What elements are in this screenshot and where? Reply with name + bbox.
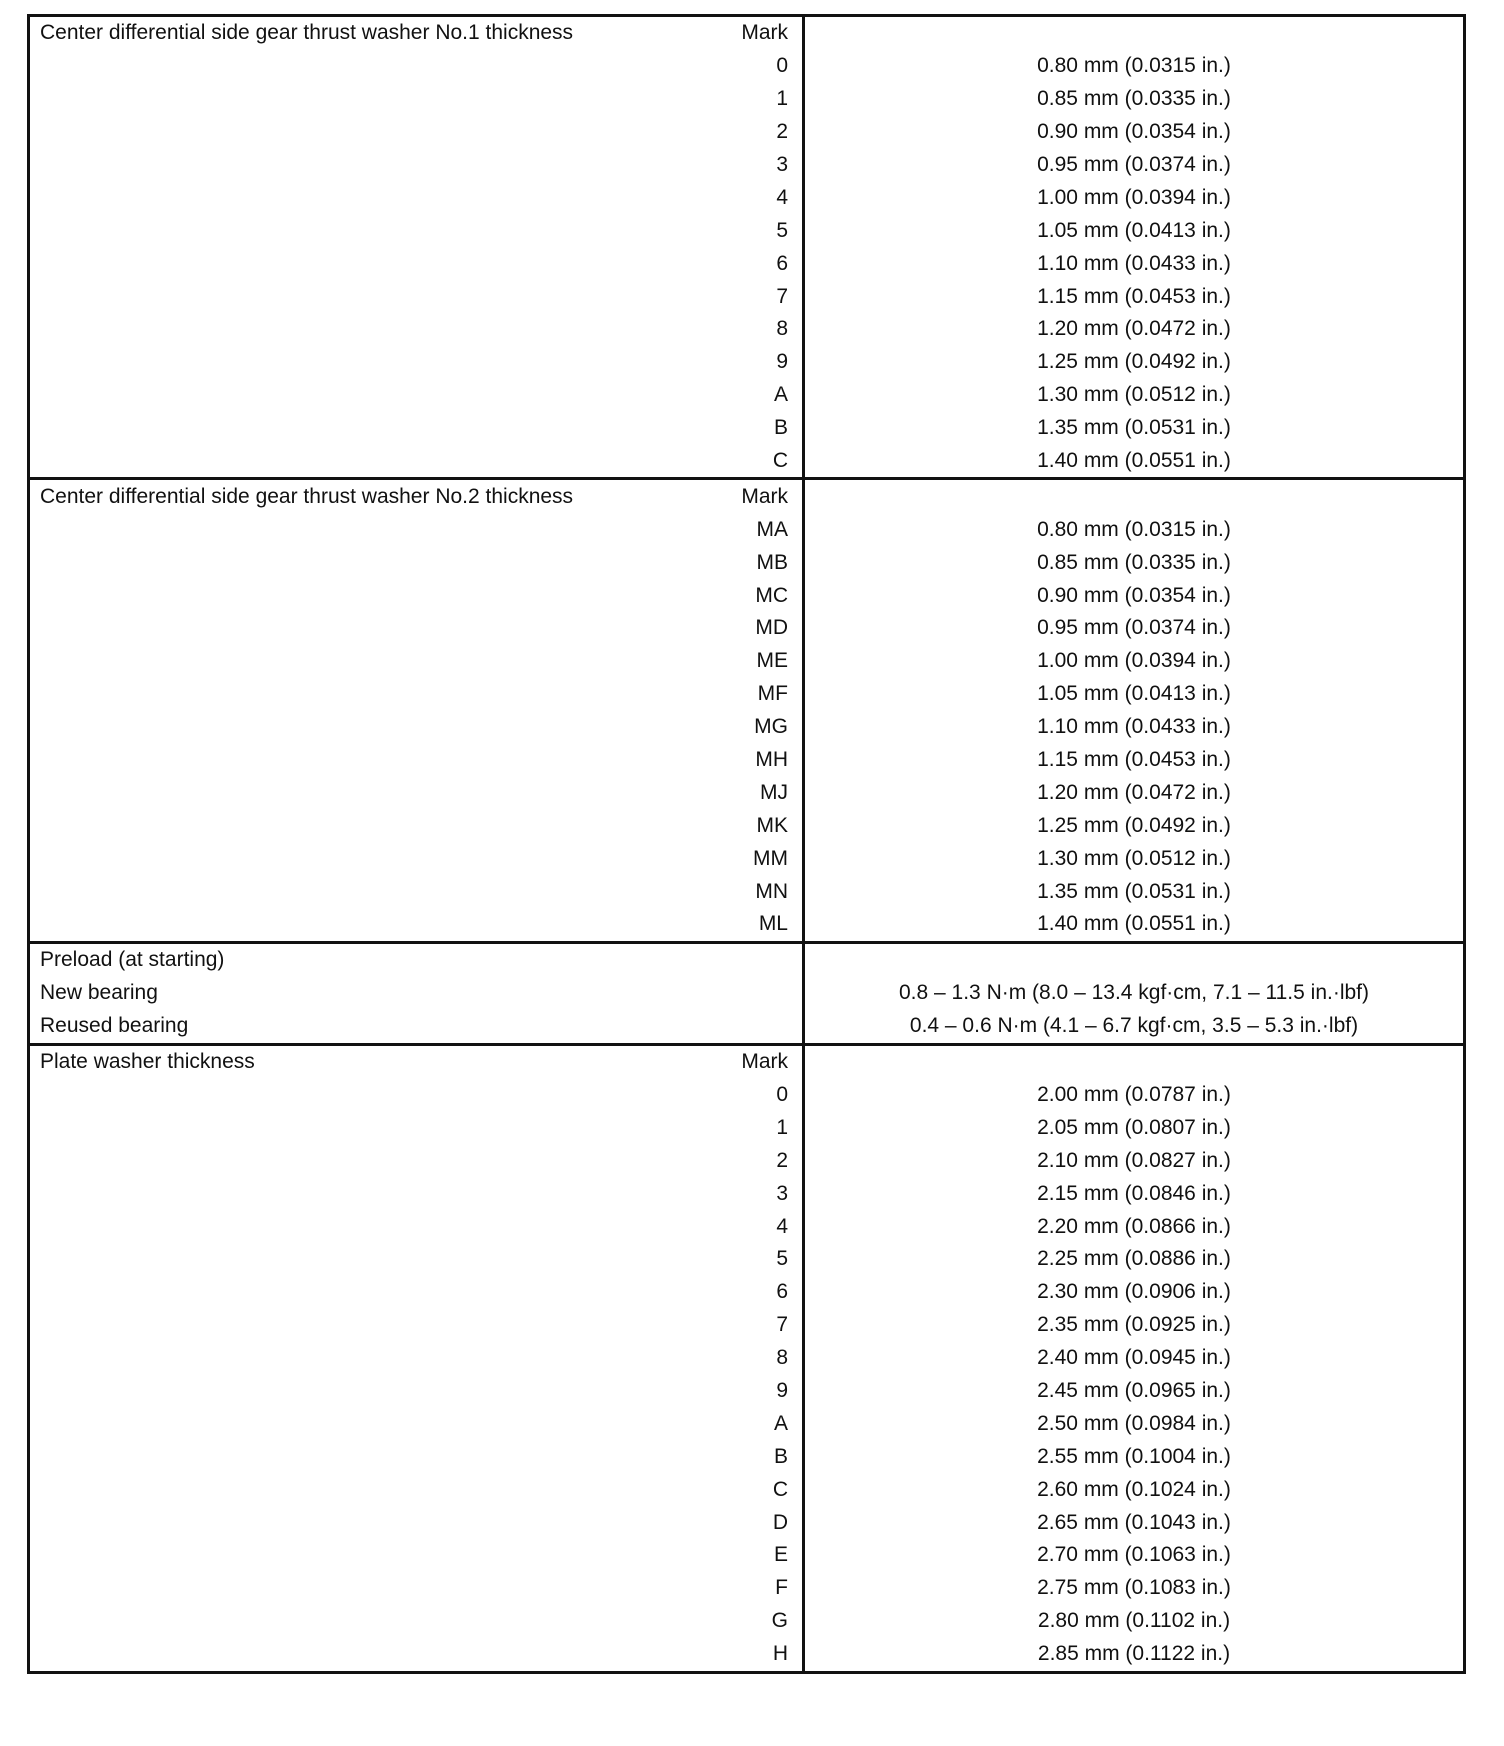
table-row-value xyxy=(805,214,1463,247)
spec-section xyxy=(30,477,1463,940)
thickness-value: 2.15 mm (0.0846 in.) xyxy=(1037,1181,1231,1205)
value-header-spacer xyxy=(805,17,1463,50)
table-row-label xyxy=(30,1572,802,1605)
mark-value: MA xyxy=(756,517,788,541)
thickness-value: 1.35 mm (0.0531 in.) xyxy=(1037,416,1231,440)
table-row-value xyxy=(805,149,1463,182)
thickness-value: 1.00 mm (0.0394 in.) xyxy=(1037,649,1231,673)
table-row-label xyxy=(30,1010,802,1043)
thickness-value: 2.35 mm (0.0925 in.) xyxy=(1037,1313,1231,1337)
mark-value: MF xyxy=(757,682,788,706)
thickness-value: 1.25 mm (0.0492 in.) xyxy=(1037,350,1231,374)
table-row-label xyxy=(30,214,802,247)
thickness-value: 2.80 mm (0.1102 in.) xyxy=(1037,1609,1231,1633)
table-row-label xyxy=(30,247,802,280)
thickness-value: 1.15 mm (0.0453 in.) xyxy=(1037,284,1231,308)
table-row-value xyxy=(805,908,1463,941)
table-row-label xyxy=(30,1473,802,1506)
table-row-label xyxy=(30,1177,802,1210)
table-row-value xyxy=(805,181,1463,214)
table-row-value xyxy=(805,1210,1463,1243)
thickness-value: 1.05 mm (0.0413 in.) xyxy=(1037,218,1231,242)
table-row-label xyxy=(30,1144,802,1177)
table-row-value xyxy=(805,977,1463,1010)
thickness-value: 2.55 mm (0.1004 in.) xyxy=(1037,1444,1231,1468)
mark-value: ML xyxy=(758,912,788,936)
spec-section xyxy=(30,17,1463,477)
thickness-value: 0.90 mm (0.0354 in.) xyxy=(1037,583,1231,607)
thickness-value: 0.4 – 0.6 N·m (4.1 – 6.7 kgf·cm, 3.5 – 5.3 in.·lbf) xyxy=(909,1014,1359,1038)
table-row-label xyxy=(30,579,802,612)
table-row-value xyxy=(805,1473,1463,1506)
table-row-label xyxy=(30,1111,802,1144)
row-label: New bearing xyxy=(40,981,158,1005)
table-row-label xyxy=(30,280,802,313)
table-row-label xyxy=(30,346,802,379)
mark-value: MD xyxy=(755,616,788,640)
table-row-label xyxy=(30,1276,802,1309)
thickness-value: 2.00 mm (0.0787 in.) xyxy=(1037,1082,1231,1106)
spec-table xyxy=(27,14,1466,1674)
section-title: Center differential side gear thrust washer No.2 thickness xyxy=(40,484,574,508)
thickness-value: 1.30 mm (0.0512 in.) xyxy=(1037,846,1231,870)
table-row-value xyxy=(805,579,1463,612)
mark-value: 8 xyxy=(776,1346,788,1370)
mark-value: MG xyxy=(754,715,788,739)
mark-value: H xyxy=(772,1642,788,1666)
table-row-value xyxy=(805,842,1463,875)
table-row-label xyxy=(30,116,802,149)
mark-value: B xyxy=(773,1444,788,1468)
thickness-value: 0.85 mm (0.0335 in.) xyxy=(1037,550,1231,574)
mark-value: F xyxy=(775,1576,788,1600)
table-row-label xyxy=(30,412,802,445)
thickness-value: 0.8 – 1.3 N·m (8.0 – 13.4 kgf·cm, 7.1 – 11.5 in.·lbf) xyxy=(899,981,1369,1005)
value-header-spacer xyxy=(805,480,1463,513)
mark-value: 2 xyxy=(776,120,788,144)
table-row-value xyxy=(805,1079,1463,1112)
mark-value: 4 xyxy=(776,1214,788,1238)
table-row-label xyxy=(30,181,802,214)
mark-value: ME xyxy=(756,649,788,673)
thickness-value: 2.45 mm (0.0965 in.) xyxy=(1037,1378,1231,1402)
section-value-column xyxy=(805,480,1463,940)
table-row-label xyxy=(30,1375,802,1408)
table-row-value xyxy=(805,1605,1463,1638)
mark-value: 7 xyxy=(776,284,788,308)
section-label-column xyxy=(30,480,805,940)
section-label-column xyxy=(30,1046,805,1671)
thickness-value: 1.40 mm (0.0551 in.) xyxy=(1037,449,1231,473)
table-row-label xyxy=(30,1638,802,1671)
thickness-value: 0.95 mm (0.0374 in.) xyxy=(1037,616,1231,640)
thickness-value: 1.25 mm (0.0492 in.) xyxy=(1037,813,1231,837)
table-row-label xyxy=(30,842,802,875)
table-row-label xyxy=(30,513,802,546)
thickness-value: 1.40 mm (0.0551 in.) xyxy=(1037,912,1231,936)
mark-value: 9 xyxy=(776,350,788,374)
table-row-value xyxy=(805,247,1463,280)
thickness-value: 1.20 mm (0.0472 in.) xyxy=(1037,317,1231,341)
mark-value: 0 xyxy=(776,54,788,78)
table-row-label xyxy=(30,379,802,412)
table-row-value xyxy=(805,50,1463,83)
table-row-label xyxy=(30,875,802,908)
thickness-value: 0.95 mm (0.0374 in.) xyxy=(1037,153,1231,176)
thickness-value: 1.20 mm (0.0472 in.) xyxy=(1037,780,1231,804)
table-row-label xyxy=(30,1342,802,1375)
table-row-label xyxy=(30,1440,802,1473)
thickness-value: 1.10 mm (0.0433 in.) xyxy=(1037,251,1231,275)
table-row-value xyxy=(805,875,1463,908)
table-row-value xyxy=(805,678,1463,711)
table-row-value xyxy=(805,744,1463,777)
table-row-label xyxy=(30,678,802,711)
table-row-value xyxy=(805,809,1463,842)
mark-value: C xyxy=(772,449,788,473)
table-row-value xyxy=(805,1243,1463,1276)
mark-value: 6 xyxy=(776,1280,788,1304)
mark-value: 0 xyxy=(776,1082,788,1106)
table-row-value xyxy=(805,346,1463,379)
section-header-row xyxy=(30,1046,802,1079)
spec-section xyxy=(30,941,1463,1043)
table-row-label xyxy=(30,83,802,116)
mark-header: Mark xyxy=(741,1050,788,1074)
mark-value: 1 xyxy=(776,1115,788,1139)
table-row-label xyxy=(30,1243,802,1276)
mark-value: 6 xyxy=(776,251,788,275)
table-row-value xyxy=(805,280,1463,313)
table-row-value xyxy=(805,1638,1463,1671)
table-row-label xyxy=(30,50,802,83)
mark-value: E xyxy=(773,1543,788,1567)
mark-value: D xyxy=(772,1510,788,1534)
spec-section xyxy=(30,1043,1463,1671)
thickness-value: 2.60 mm (0.1024 in.) xyxy=(1037,1477,1231,1501)
mark-value: 5 xyxy=(776,218,788,242)
mark-value: MK xyxy=(756,813,788,837)
mark-value: G xyxy=(771,1609,788,1633)
table-row-value xyxy=(805,711,1463,744)
table-row-label xyxy=(30,711,802,744)
table-row-value xyxy=(805,1309,1463,1342)
thickness-value: 2.85 mm (0.1122 in.) xyxy=(1037,1642,1231,1666)
thickness-value: 1.30 mm (0.0512 in.) xyxy=(1037,383,1231,407)
table-row-value xyxy=(805,546,1463,579)
section-header-row xyxy=(30,480,802,513)
table-row-value xyxy=(805,612,1463,645)
thickness-value: 1.00 mm (0.0394 in.) xyxy=(1037,185,1231,209)
value-header-spacer xyxy=(805,944,1463,977)
value-header-spacer xyxy=(805,1046,1463,1079)
table-row-label xyxy=(30,645,802,678)
mark-value: 9 xyxy=(776,1378,788,1402)
mark-value: 7 xyxy=(776,1313,788,1337)
mark-value: MJ xyxy=(760,780,788,804)
thickness-value: 0.80 mm (0.0315 in.) xyxy=(1037,54,1231,78)
table-row-value xyxy=(805,645,1463,678)
section-title: Center differential side gear thrust washer No.1 thickness xyxy=(40,21,574,45)
thickness-value: 2.40 mm (0.0945 in.) xyxy=(1037,1346,1231,1370)
table-row-label xyxy=(30,1210,802,1243)
table-row-label xyxy=(30,612,802,645)
mark-value: 4 xyxy=(776,185,788,209)
table-row-label xyxy=(30,1506,802,1539)
mark-value: A xyxy=(773,1411,788,1435)
thickness-value: 2.75 mm (0.1083 in.) xyxy=(1037,1576,1231,1600)
mark-value: 3 xyxy=(776,1181,788,1205)
table-row-value xyxy=(805,1342,1463,1375)
section-label-column xyxy=(30,17,805,477)
table-row-value xyxy=(805,1572,1463,1605)
table-row-label xyxy=(30,546,802,579)
mark-header: Mark xyxy=(741,21,788,45)
mark-value: MB xyxy=(756,550,788,574)
table-row-label xyxy=(30,908,802,941)
table-row-label xyxy=(30,1539,802,1572)
table-row-label xyxy=(30,1079,802,1112)
mark-value: B xyxy=(773,416,788,440)
table-row-value xyxy=(805,1506,1463,1539)
table-row-value xyxy=(805,1407,1463,1440)
thickness-value: 0.85 mm (0.0335 in.) xyxy=(1037,87,1231,111)
thickness-value: 2.20 mm (0.0866 in.) xyxy=(1037,1214,1231,1238)
thickness-value: 2.70 mm (0.1063 in.) xyxy=(1037,1543,1231,1567)
table-row-value xyxy=(805,1177,1463,1210)
thickness-value: 1.15 mm (0.0453 in.) xyxy=(1037,748,1231,772)
section-label-column xyxy=(30,944,805,1043)
table-row-value xyxy=(805,412,1463,445)
mark-value: MM xyxy=(753,846,788,870)
table-row-value xyxy=(805,1375,1463,1408)
row-label: Reused bearing xyxy=(40,1014,189,1038)
table-row-label xyxy=(30,776,802,809)
mark-value: C xyxy=(772,1477,788,1501)
mark-value: MH xyxy=(755,748,788,772)
table-row-value xyxy=(805,1010,1463,1043)
table-row-value xyxy=(805,513,1463,546)
table-row-label xyxy=(30,313,802,346)
table-row-value xyxy=(805,313,1463,346)
section-title: Plate washer thickness xyxy=(40,1050,255,1074)
mark-value: 8 xyxy=(776,317,788,341)
table-row-value xyxy=(805,776,1463,809)
section-value-column xyxy=(805,944,1463,1043)
section-value-column xyxy=(805,1046,1463,1671)
mark-value: 2 xyxy=(776,1148,788,1172)
mark-value: MN xyxy=(755,879,788,903)
thickness-value: 1.10 mm (0.0433 in.) xyxy=(1037,715,1231,739)
table-row-value xyxy=(805,1144,1463,1177)
thickness-value: 1.35 mm (0.0531 in.) xyxy=(1037,879,1231,903)
section-header-row xyxy=(30,944,802,977)
table-row-label xyxy=(30,445,802,478)
table-row-label xyxy=(30,1407,802,1440)
table-row-label xyxy=(30,149,802,182)
table-row-value xyxy=(805,83,1463,116)
table-row-label xyxy=(30,744,802,777)
thickness-value: 2.10 mm (0.0827 in.) xyxy=(1037,1148,1231,1172)
mark-value: A xyxy=(773,383,788,407)
mark-value: MC xyxy=(755,583,788,607)
table-row-value xyxy=(805,116,1463,149)
table-row-value xyxy=(805,1539,1463,1572)
thickness-value: 2.50 mm (0.0984 in.) xyxy=(1037,1411,1231,1435)
table-row-label xyxy=(30,809,802,842)
table-row-value xyxy=(805,379,1463,412)
thickness-value: 0.80 mm (0.0315 in.) xyxy=(1037,517,1231,541)
section-value-column xyxy=(805,17,1463,477)
section-header-row xyxy=(30,17,802,50)
table-row-value xyxy=(805,1276,1463,1309)
thickness-value: 2.65 mm (0.1043 in.) xyxy=(1037,1510,1231,1534)
mark-value: 3 xyxy=(776,153,788,176)
thickness-value: 1.05 mm (0.0413 in.) xyxy=(1037,682,1231,706)
section-title: Preload (at starting) xyxy=(40,948,225,972)
table-row-value xyxy=(805,1440,1463,1473)
table-row-label xyxy=(30,1605,802,1638)
thickness-value: 2.30 mm (0.0906 in.) xyxy=(1037,1280,1231,1304)
table-row-label xyxy=(30,1309,802,1342)
mark-value: 5 xyxy=(776,1247,788,1271)
thickness-value: 2.25 mm (0.0886 in.) xyxy=(1037,1247,1231,1271)
mark-value: 1 xyxy=(776,87,788,111)
thickness-value: 2.05 mm (0.0807 in.) xyxy=(1037,1115,1231,1139)
mark-header: Mark xyxy=(741,484,788,508)
table-row-label xyxy=(30,977,802,1010)
table-row-value xyxy=(805,1111,1463,1144)
table-row-value xyxy=(805,445,1463,478)
thickness-value: 0.90 mm (0.0354 in.) xyxy=(1037,120,1231,144)
